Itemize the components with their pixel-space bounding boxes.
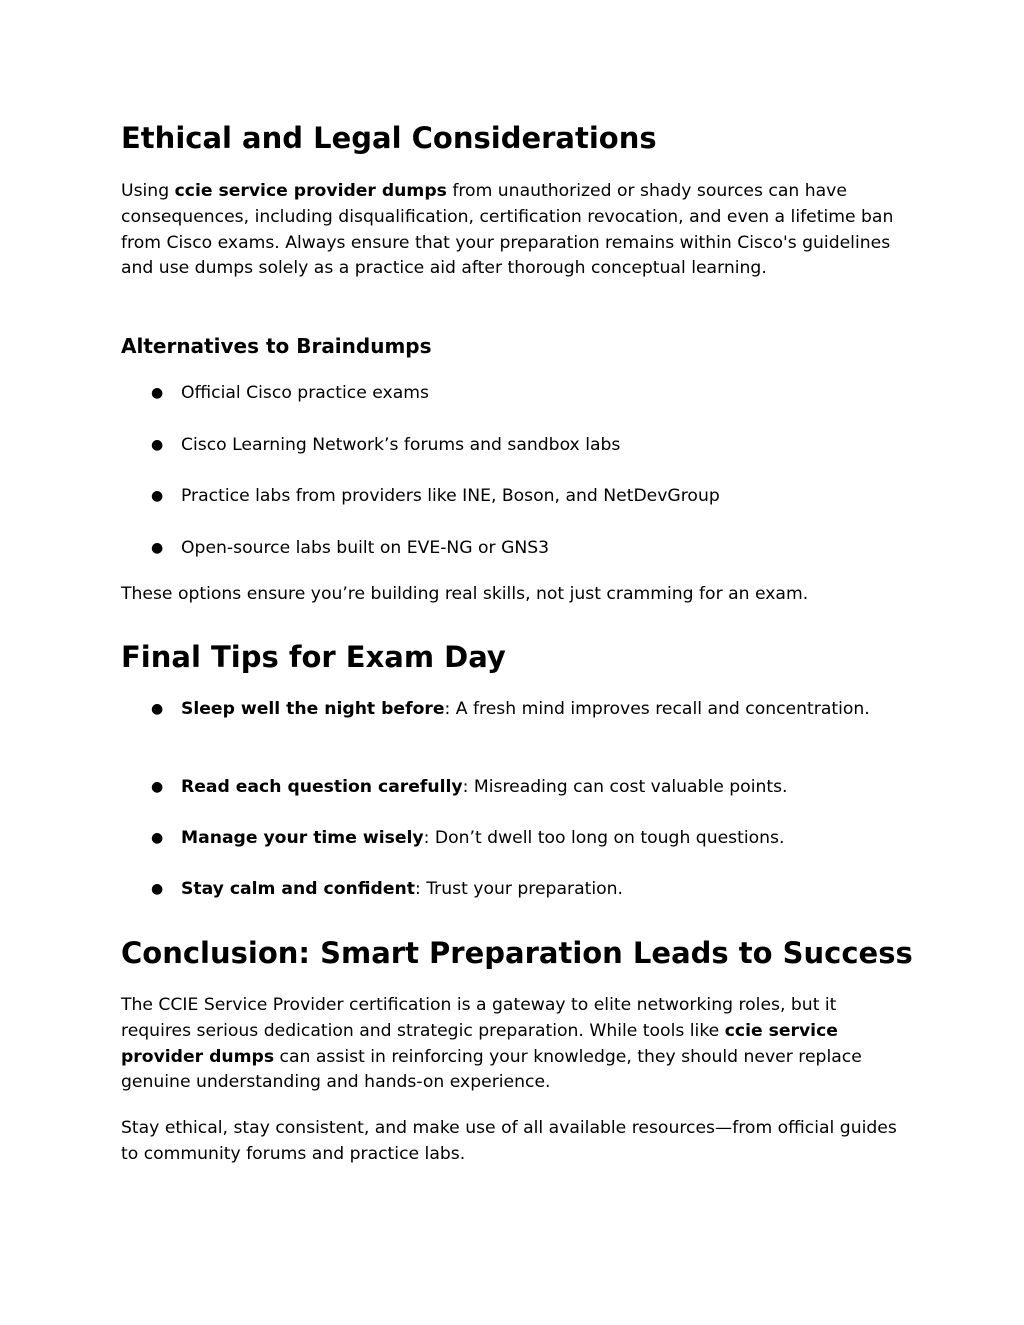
bullet-icon: ● xyxy=(151,437,164,453)
list-item-text xyxy=(181,697,881,723)
list-item-text: Cisco Learning Network’s forums and sandbox labs xyxy=(181,435,621,455)
paragraph-conclusion-keyword: ccie service provider dumps xyxy=(121,1020,838,1067)
paragraph-closing: Stay ethical, stay consistent, and make use of all available resources—from official guides to community forums and practice labs. xyxy=(121,1118,897,1164)
heading-conclusion: Conclusion: Smart Preparation Leads to Success xyxy=(121,936,913,970)
list-item xyxy=(121,775,911,801)
list-item xyxy=(121,697,911,723)
tip-label: Sleep well the night before xyxy=(181,699,445,719)
paragraph-conclusion-prefix: The CCIE Service Provider certification is a gateway to elite networking roles, but it requires serious dedication and strategic preparation. While tools like xyxy=(121,995,837,1041)
bullet-icon: ● xyxy=(151,701,164,717)
bullet-icon: ● xyxy=(151,385,164,401)
list-item xyxy=(121,433,911,459)
tip-label: Manage your time wisely xyxy=(181,828,424,848)
tip-label: Read each question carefully xyxy=(181,777,463,797)
bullet-icon: ● xyxy=(151,779,164,795)
list-item xyxy=(121,877,911,903)
tip-text: : Don’t dwell too long on tough questions. xyxy=(423,828,785,848)
bullet-icon: ● xyxy=(151,540,164,556)
heading-alternatives: Alternatives to Braindumps xyxy=(121,334,432,358)
list-item-text: Open-source labs built on EVE-NG or GNS3 xyxy=(181,538,550,558)
bullet-icon: ● xyxy=(151,830,164,846)
bullet-icon: ● xyxy=(151,881,164,897)
paragraph-conclusion xyxy=(121,993,911,1096)
heading-ethical-legal: Ethical and Legal Considerations xyxy=(121,121,657,155)
list-item-text xyxy=(181,775,881,801)
paragraph-ethical-keyword: ccie service provider dumps xyxy=(174,181,447,201)
list-item-text xyxy=(181,877,881,903)
paragraph-alternatives-closing: These options ensure you’re building real skills, not just cramming for an exam. xyxy=(121,584,809,604)
heading-final-tips: Final Tips for Exam Day xyxy=(121,640,506,674)
paragraph-ethical-suffix: from unauthorized or shady sources can have consequences, including disqualification, certification revocation, and even a lifetime ban from Cisco exams. Always ensure that your preparation remains within Cisco's guidelines and use dumps solely as a practice aid after thorough conceptual learning. xyxy=(121,181,894,279)
list-item xyxy=(121,536,911,562)
list-item xyxy=(121,826,911,852)
list-item-text: Practice labs from providers like INE, Boson, and NetDevGroup xyxy=(181,486,720,506)
list-item xyxy=(121,484,911,510)
list-item xyxy=(121,381,911,407)
paragraph-ethical xyxy=(121,179,911,282)
tip-text: : A fresh mind improves recall and concentration. xyxy=(444,699,870,719)
paragraph-conclusion-suffix: can assist in reinforcing your knowledge, they should never replace genuine understanding and hands-on experience. xyxy=(121,1046,862,1093)
paragraph-ethical-prefix: Using xyxy=(121,181,175,201)
tip-text: : Misreading can cost valuable points. xyxy=(462,777,788,797)
tip-label: Stay calm and confident xyxy=(181,879,415,899)
bullet-icon: ● xyxy=(151,488,164,504)
list-item-text xyxy=(181,826,881,852)
list-item-text: Official Cisco practice exams xyxy=(181,383,429,403)
tip-text: : Trust your preparation. xyxy=(414,879,623,899)
